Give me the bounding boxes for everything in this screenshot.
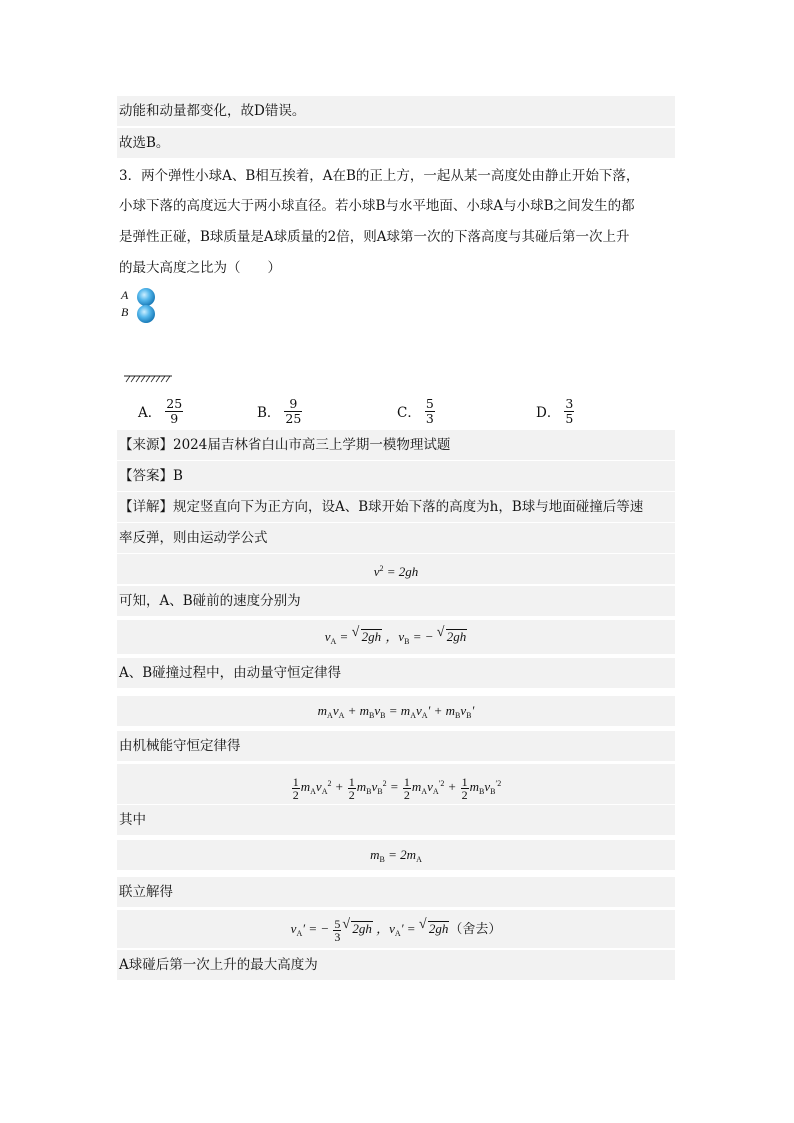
text-line-max-height: A球碰后第一次上升的最大高度为	[117, 950, 675, 980]
text-line-2: 故选B。	[117, 128, 675, 158]
option-a-den: 9	[170, 410, 179, 426]
option-d-fraction	[564, 397, 574, 426]
answer-line: 【答案】B	[117, 461, 675, 491]
option-d-letter: D．	[536, 405, 561, 421]
option-a-num: 25	[166, 395, 183, 411]
equation-6: $v_A'$ = − $\frac{5}{3}$ √ 2gh ，$v_A'$ = √ 2gh（舍去）	[117, 910, 675, 948]
ball-a-label: A	[121, 288, 129, 302]
text-line-momentum: A、B碰撞过程中，由动量守恒定律得	[117, 658, 675, 688]
text-line-where: 其中	[117, 805, 675, 835]
question-3-line-4: 的最大高度之比为（ ）	[119, 260, 281, 276]
discard-note: （舍去）	[449, 922, 502, 937]
question-3-line-2: 小球下落的高度远大于两小球直径。若小球B与水平地面、小球A与小球B之间发生的都	[119, 198, 635, 214]
option-b-fraction	[284, 397, 302, 426]
text-line-1: 动能和动量都变化，故D错误。	[117, 96, 675, 126]
option-a-letter: A．	[138, 405, 162, 421]
option-c-letter: C．	[397, 405, 421, 421]
option-c-den: 3	[425, 410, 434, 426]
ground-figure	[124, 375, 172, 383]
option-c-num: 5	[425, 395, 434, 411]
option-d-den: 5	[565, 410, 574, 426]
option-d-num: 3	[565, 395, 574, 411]
option-b-letter: B．	[257, 405, 281, 421]
option-c	[397, 394, 436, 428]
option-a-fraction	[165, 397, 183, 426]
text-line-energy: 由机械能守恒定律得	[117, 731, 675, 761]
detail-line-1: 【详解】规定竖直向下为正方向，设A、B球开始下落的高度为h，B球与地面碰撞后等速	[117, 492, 675, 522]
equation-1: $v^2 = 2gh$	[117, 554, 675, 584]
equation-5: $m_B = 2m_A$	[117, 840, 675, 870]
text-line-solve: 联立解得	[117, 877, 675, 907]
option-c-fraction	[425, 397, 435, 426]
question-3-line-1: 3．两个弹性小球A、B相互挨着，A在B的正上方，一起从某一高度处由静止开始下落，	[119, 168, 640, 184]
option-b	[257, 394, 303, 428]
option-b-den: 25	[285, 410, 302, 426]
ball-b-figure	[137, 305, 155, 323]
text-line-known: 可知，A、B碰前的速度分别为	[117, 586, 675, 616]
option-b-num: 9	[284, 397, 302, 412]
equation-2: $v_A$ = √ 2gh ，$v_B$ = − √ 2gh	[117, 620, 675, 654]
ball-a-figure	[137, 288, 155, 306]
detail-line-2: 率反弹，则由运动学公式	[117, 523, 675, 553]
ball-b-label: B	[121, 305, 129, 319]
option-d	[536, 394, 575, 428]
option-a	[138, 394, 184, 428]
source-line: 【来源】2024届吉林省白山市高三上学期一模物理试题	[117, 430, 675, 460]
equation-3: $m_Av_A + m_Bv_B = m_Av_A' + m_Bv_B'$	[117, 696, 675, 726]
equation-4: $\frac{1}{2}$ $m_Av_A^2$ + $\frac{1}{2}$ $m_Bv_B^2$ = $\frac{1}{2}$ $m_Av_A^{'2}$ + $\frac{1}{2}$ $m_Bv_B^{'2}$	[117, 764, 675, 804]
question-3-line-3: 是弹性正碰，B球质量是A球质量的2倍，则A球第一次的下落高度与其碰后第一次上升	[119, 229, 630, 245]
